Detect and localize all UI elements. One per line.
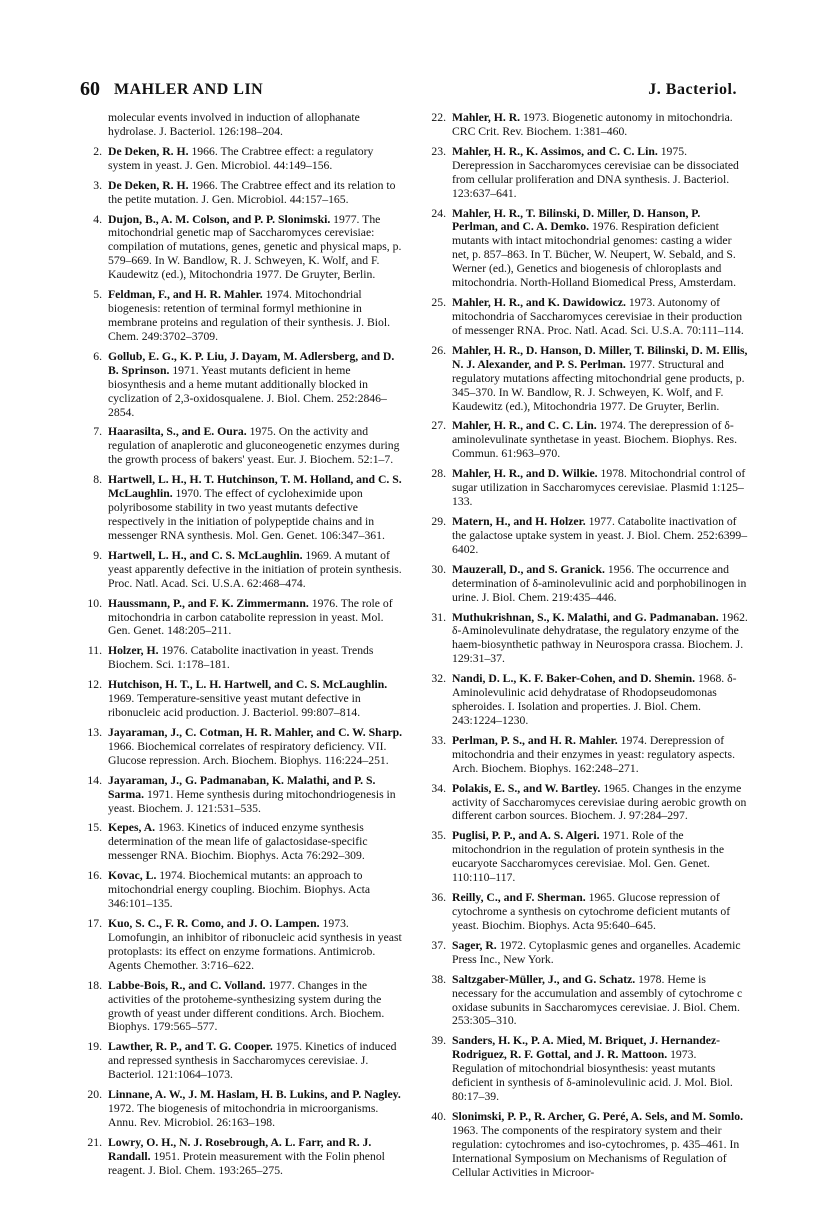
reference-authors: Kovac, L. xyxy=(108,869,157,883)
reference-text: 1969. A mutant of yeast apparently defective in the initiation of protein synthesis. Proc. Natl. Acad. Sci. U.S.A. 62:468–474. xyxy=(108,548,402,590)
reference-authors: Gollub, E. G., K. P. Liu, J. Dayam, M. Adlersberg, and D. B. Sprinson. xyxy=(108,349,395,377)
reference-text: molecular events involved in induction of allophanate hydrolase. J. Bacteriol. 126:198–204. xyxy=(108,111,360,138)
reference-number: 28. xyxy=(431,467,446,481)
reference-number: 24. xyxy=(431,206,446,220)
reference-text: 1977. The mitochondrial genetic map of Saccharomyces cerevisiae: compilation of mutations, genes, genetic and physical maps, p. 579–669. In W. Bandlow, R. J. Schweyen, K. Wolf, and F. Kaudewitz (ed.), Mitochondria 1977. De Gruyter, Berlin. xyxy=(108,212,402,282)
reference-text: 1966. The Crabtree effect: a regulatory system in yeast. J. Gen. Microbiol. 44:149–156. xyxy=(108,144,374,172)
reference-item xyxy=(82,549,404,591)
reference-authors: Lawther, R. P., and T. G. Cooper. xyxy=(108,1040,273,1054)
reference-continuation xyxy=(82,111,404,139)
reference-number: 36. xyxy=(431,891,446,905)
reference-item xyxy=(426,296,748,338)
reference-item xyxy=(82,979,404,1035)
reference-authors: Mauzerall, D., and S. Granick. xyxy=(452,562,605,576)
reference-text: 1975. On the activity and regulation of anaplerotic and gluconeogenetic enzymes during the growth process of bakers' yeast. Eur. J. Biochem. 52:1–7. xyxy=(108,425,400,467)
reference-text: 1951. Protein measurement with the Folin phenol reagent. J. Biol. Chem. 193:265–275. xyxy=(108,1149,385,1177)
reference-item xyxy=(82,288,404,344)
reference-item xyxy=(82,644,404,672)
reference-text: 1973. Lomofungin, an inhibitor of ribonucleic acid synthesis in yeast protoplasts: its effect on enzyme formations. Antimicrob. Agents Chemother. 3:716–622. xyxy=(108,917,402,972)
reference-text: 1975. Kinetics of induced and repressed synthesis in Saccharomyces cerevisiae. J. Bacteriol. 121:1064–1073. xyxy=(108,1040,397,1082)
reference-item xyxy=(82,821,404,863)
reference-number: 9. xyxy=(93,548,102,562)
reference-text: 1976. Catabolite inactivation in yeast. Trends Biochem. Sci. 1:178–181. xyxy=(108,644,374,672)
reference-authors: Hartwell, L. H., and C. S. McLaughlin. xyxy=(108,548,303,562)
reference-number: 30. xyxy=(431,562,446,576)
reference-text: 1974. The derepression of δ-aminolevulinate synthetase in yeast. Biochem. Biophys. Res. Commun. 61:963–970. xyxy=(452,419,737,461)
reference-item xyxy=(426,145,748,201)
reference-number: 33. xyxy=(431,733,446,747)
reference-text: 1969. Temperature-sensitive yeast mutant defective in ribonucleic acid production. J. Bacteriol. 99:807–814. xyxy=(108,692,361,720)
reference-number: 18. xyxy=(87,978,102,992)
reference-text: 1966. Biochemical correlates of respiratory deficiency. VII. Glucose repression. Arch. Biochem. Biophys. 116:224–251. xyxy=(108,739,389,767)
reference-text: 1971. Role of the mitochondrion in the regulation of protein synthesis in the eucaryote Saccharomyces cerevisiae. Mol. Gen. Genet. 110:110–117. xyxy=(452,829,725,885)
reference-number: 5. xyxy=(93,288,102,302)
reference-authors: Kepes, A. xyxy=(108,821,156,835)
reference-item xyxy=(82,726,404,768)
reference-item xyxy=(82,1088,404,1130)
reference-number: 38. xyxy=(431,972,446,986)
reference-number: 23. xyxy=(431,144,446,158)
reference-text: 1977. Structural and regulatory mutations affecting mitochondrial gene products, p. 345–370. In W. Bandlow, R. J. Schweyen, K. Wolf, and F. Kaudewitz (ed.), Mitochondria 1977. De Gruyter, Berlin. xyxy=(452,357,745,413)
reference-authors: Mahler, H. R., D. Hanson, D. Miller, T. Bilinski, D. M. Ellis, N. J. Alexander, and P. S. Perlman. xyxy=(452,343,748,371)
reference-authors: Nandi, D. L., K. F. Baker-Cohen, and D. Shemin. xyxy=(452,672,695,686)
reference-item xyxy=(426,515,748,557)
reference-text: 1973. Biogenetic autonomy in mitochondria. CRC Crit. Rev. Biochem. 1:381–460. xyxy=(452,111,733,138)
reference-item xyxy=(82,678,404,720)
reference-number: 14. xyxy=(87,773,102,787)
reference-number: 13. xyxy=(87,725,102,739)
reference-number: 25. xyxy=(431,296,446,310)
reference-authors: Matern, H., and H. Holzer. xyxy=(452,514,586,528)
reference-text: 1974. Derepression of mitochondria and their enzymes in yeast: regulatory aspects. Arch. Biochem. Biophys. 162:248–271. xyxy=(452,733,736,775)
reference-item xyxy=(426,782,748,824)
reference-item xyxy=(426,734,748,776)
reference-text: 1962. δ-Aminolevulinate dehydratase, the regulatory enzyme of the haem-biosynthetic pathway in Neurospora crassa. Biochem. J. 129:31–37. xyxy=(452,610,748,666)
reference-number: 8. xyxy=(93,473,102,487)
reference-item xyxy=(426,891,748,933)
reference-item xyxy=(426,1110,748,1180)
reference-authors: Hutchison, H. T., L. H. Hartwell, and C. S. McLaughlin. xyxy=(108,678,388,692)
reference-item xyxy=(426,973,748,1029)
reference-authors: Saltzgaber-Müller, J., and G. Schatz. xyxy=(452,972,636,986)
reference-number: 4. xyxy=(93,212,102,226)
reference-item xyxy=(426,207,748,291)
reference-text: 1974. Mitochondrial biogenesis: retention of terminal formyl methionine in membrane proteins and regulation of their synthesis. J. Biol. Chem. 249:3702–3709. xyxy=(108,288,391,343)
reference-item xyxy=(82,179,404,207)
reference-item xyxy=(82,350,404,420)
journal-name: J. Bacteriol. xyxy=(648,81,737,98)
reference-authors: Holzer, H. xyxy=(108,644,159,658)
reference-text: 1956. The occurrence and determination of δ-aminolevulinic acid and porphobilinogen in urine. J. Biol. Chem. 219:435–446. xyxy=(452,562,747,604)
reference-authors: Lowry, O. H., N. J. Rosebrough, A. L. Farr, and R. J. Randall. xyxy=(108,1135,372,1163)
reference-column-right xyxy=(426,111,748,1186)
reference-text: 1973. Regulation of mitochondrial biosynthesis: yeast mutants deficient in synthesis of δ-aminolevulinic acid. J. Mol. Biol. 80:17–39. xyxy=(452,1048,733,1104)
reference-authors: Mahler, H. R., and C. C. Lin. xyxy=(452,419,597,433)
reference-authors: Jayaraman, J., G. Padmanaban, K. Malathi, and P. S. Sarma. xyxy=(108,773,376,801)
reference-authors: Linnane, A. W., J. M. Haslam, H. B. Lukins, and P. Nagley. xyxy=(108,1088,401,1102)
reference-number: 10. xyxy=(87,596,102,610)
reference-item xyxy=(82,425,404,467)
reference-text: 1976. Respiration deficient mutants with intact mitochondrial genomes: casting a wider net, p. 857–863. In T. Bücher, W. Neupert, W. Sebald, and S. Werner (ed.), Genetics and biogenesis of chloroplasts and mitochondria. North-Holland Biomedical Press, Amsterdam. xyxy=(452,220,737,290)
reference-item xyxy=(426,1034,748,1104)
reference-item xyxy=(82,1040,404,1082)
reference-number: 27. xyxy=(431,419,446,433)
reference-number: 6. xyxy=(93,349,102,363)
reference-number: 20. xyxy=(87,1088,102,1102)
reference-text: 1974. Biochemical mutants: an approach to mitochondrial energy coupling. Biochim. Biophys. Acta 346:101–135. xyxy=(108,869,371,911)
reference-number: 17. xyxy=(87,917,102,931)
reference-authors: De Deken, R. H. xyxy=(108,144,189,158)
reference-text: 1971. Heme synthesis during mitochondriogenesis in yeast. Biochem. J. 121:531–535. xyxy=(108,787,396,815)
reference-number: 22. xyxy=(431,111,446,124)
reference-item xyxy=(426,344,748,414)
reference-authors: Hartwell, L. H., H. T. Hutchinson, T. M. Holland, and C. S. McLaughlin. xyxy=(108,473,402,501)
reference-number: 31. xyxy=(431,610,446,624)
reference-authors: Mahler, H. R., K. Assimos, and C. C. Lin. xyxy=(452,144,658,158)
reference-authors: Mahler, H. R. xyxy=(452,111,521,124)
reference-authors: Mahler, H. R., and K. Dawidowicz. xyxy=(452,296,626,310)
reference-authors: Jayaraman, J., C. Cotman, H. R. Mahler, and C. W. Sharp. xyxy=(108,725,403,739)
reference-authors: Kuo, S. C., F. R. Como, and J. O. Lampen. xyxy=(108,917,320,931)
reference-authors: Dujon, B., A. M. Colson, and P. P. Slonimski. xyxy=(108,212,331,226)
reference-text: 1965. Glucose repression of cytochrome a synthesis on cytochrome deficient mutants of yeast. Biochim. Biophys. Acta 95:640–645. xyxy=(452,891,731,932)
reference-text: 1977. Catabolite inactivation of the galactose uptake system in yeast. J. Biol. Chem. 252:6399–6402. xyxy=(452,514,748,556)
reference-item xyxy=(426,672,748,728)
reference-text: 1968. δ-Aminolevulinic acid dehydratase of Rhodopseudomonas spheroides. I. Isolation and properties. J. Biol. Chem. 243:1224–1230. xyxy=(452,672,737,727)
reference-number: 15. xyxy=(87,821,102,835)
reference-item xyxy=(82,1136,404,1178)
reference-authors: Sanders, H. K., P. A. Mied, M. Briquet, J. Hernandez-Rodriguez, R. F. Gottal, and J. R. Mattoon. xyxy=(452,1034,721,1062)
reference-text: 1978. Heme is necessary for the accumulation and assembly of cytochrome c oxidase subunits in Saccharomyces cerevisiae. J. Biol. Chem. 253:305–310. xyxy=(452,972,743,1028)
reference-number: 11. xyxy=(87,644,102,658)
reference-number: 3. xyxy=(93,178,102,192)
reference-item xyxy=(82,917,404,973)
reference-item xyxy=(82,597,404,639)
reference-text: 1978. Mitochondrial control of sugar utilization in Saccharomyces cerevisiae. Plasmid 1:125–133. xyxy=(452,467,746,509)
running-title: MAHLER AND LIN xyxy=(114,81,264,98)
reference-authors: Mahler, H. R., T. Bilinski, D. Miller, D. Hanson, P. Perlman, and C. A. Demko. xyxy=(452,206,701,234)
reference-column-left xyxy=(82,111,404,1184)
reference-item xyxy=(82,774,404,816)
reference-authors: Haarasilta, S., and E. Oura. xyxy=(108,425,247,439)
reference-item xyxy=(426,611,748,667)
reference-item xyxy=(82,213,404,283)
reference-text: 1972. The biogenesis of mitochondria in microorganisms. Annu. Rev. Microbiol. 26:163–198. xyxy=(108,1102,379,1129)
reference-number: 21. xyxy=(87,1135,102,1149)
reference-authors: Perlman, P. S., and H. R. Mahler. xyxy=(452,733,618,747)
reference-text: 1973. Autonomy of mitochondria of Saccharomyces cerevisiae in their production of messenger RNA. Proc. Natl. Acad. Sci. U.S.A. 70:111–114. xyxy=(452,296,744,337)
reference-text: 1975. Derepression in Saccharomyces cerevisiae can be dissociated from cellular proliferation and DNA synthesis. J. Bacteriol. 123:637–641. xyxy=(452,144,739,200)
reference-number: 19. xyxy=(87,1040,102,1054)
page-number: 60 xyxy=(80,78,100,100)
reference-authors: Muthukrishnan, S., K. Malathi, and G. Padmanaban. xyxy=(452,610,719,624)
reference-authors: Feldman, F., and H. R. Mahler. xyxy=(108,288,263,302)
reference-authors: Sager, R. xyxy=(452,938,497,952)
reference-text: 1977. Changes in the activities of the protoheme-synthesizing system during the growth of yeast under different conditions. Arch. Biochem. Biophys. 179:565–577. xyxy=(108,978,385,1034)
reference-item xyxy=(82,473,404,543)
reference-item xyxy=(426,419,748,461)
reference-text: 1971. Yeast mutants deficient in heme biosynthesis and a heme mutant additionally blocked in cyclization of 2,3-oxidosqualene. J. Biol. Chem. 252:2846–2854. xyxy=(108,363,387,419)
reference-number: 7. xyxy=(93,425,102,439)
reference-number: 37. xyxy=(431,938,446,952)
reference-authors: Reilly, C., and F. Sherman. xyxy=(452,891,586,905)
reference-authors: Slonimski, P. P., R. Archer, G. Peré, A. Sels, and M. Somlo. xyxy=(452,1110,744,1123)
reference-number: 34. xyxy=(431,781,446,795)
reference-number: 35. xyxy=(431,829,446,843)
reference-authors: Polakis, E. S., and W. Bartley. xyxy=(452,781,601,795)
reference-item xyxy=(426,111,748,139)
reference-authors: Puglisi, P. P., and A. S. Algeri. xyxy=(452,829,600,843)
reference-text: 1976. The role of mitochondria in carbon catabolite repression in yeast. Mol. Gen. Genet. 148:205–211. xyxy=(108,596,393,638)
page-header xyxy=(80,78,737,102)
reference-number: 16. xyxy=(87,869,102,883)
reference-text: 1965. Changes in the enzyme activity of Saccharomyces cerevisiae during aerobic growth on different carbon sources. Biochem. J. 97:284–297. xyxy=(452,781,747,823)
reference-text: 1970. The effect of cycloheximide upon polyribosome stability in two yeast mutants defective respectively in the initiation of polypeptide chains and in messenger RNA synthesis. Mol. Gen. Genet. 106:347–361. xyxy=(108,487,385,542)
reference-text: 1963. The components of the respiratory system and their regulation: cytochromes and iso-cytochromes, p. 435–461. In International Symposium on Mechanisms of Regulation of Cellular Activities in Microor- xyxy=(452,1123,740,1179)
reference-text: 1966. The Crabtree effect and its relation to the petite mutation. J. Gen. Microbiol. 44:157–165. xyxy=(108,178,396,206)
reference-number: 29. xyxy=(431,514,446,528)
reference-authors: Mahler, H. R., and D. Wilkie. xyxy=(452,467,598,481)
reference-authors: Haussmann, P., and F. K. Zimmermann. xyxy=(108,596,309,610)
reference-item xyxy=(426,829,748,885)
reference-item xyxy=(426,939,748,967)
reference-item xyxy=(82,145,404,173)
reference-number: 26. xyxy=(431,343,446,357)
reference-authors: De Deken, R. H. xyxy=(108,178,189,192)
reference-item xyxy=(426,563,748,605)
reference-number: 39. xyxy=(431,1034,446,1048)
reference-number: 32. xyxy=(431,672,446,686)
reference-number: 2. xyxy=(93,144,102,158)
reference-item xyxy=(426,467,748,509)
reference-number: 12. xyxy=(87,678,102,692)
reference-item xyxy=(82,869,404,911)
reference-number: 40. xyxy=(431,1110,446,1123)
reference-authors: Labbe-Bois, R., and C. Volland. xyxy=(108,978,266,992)
reference-text: 1963. Kinetics of induced enzyme synthesis determination of the mean life of galactosidase-specific messenger RNA. Biochim. Biophys. Acta 76:292–309. xyxy=(108,821,368,863)
reference-text: 1972. Cytoplasmic genes and organelles. Academic Press Inc., New York. xyxy=(452,938,741,966)
